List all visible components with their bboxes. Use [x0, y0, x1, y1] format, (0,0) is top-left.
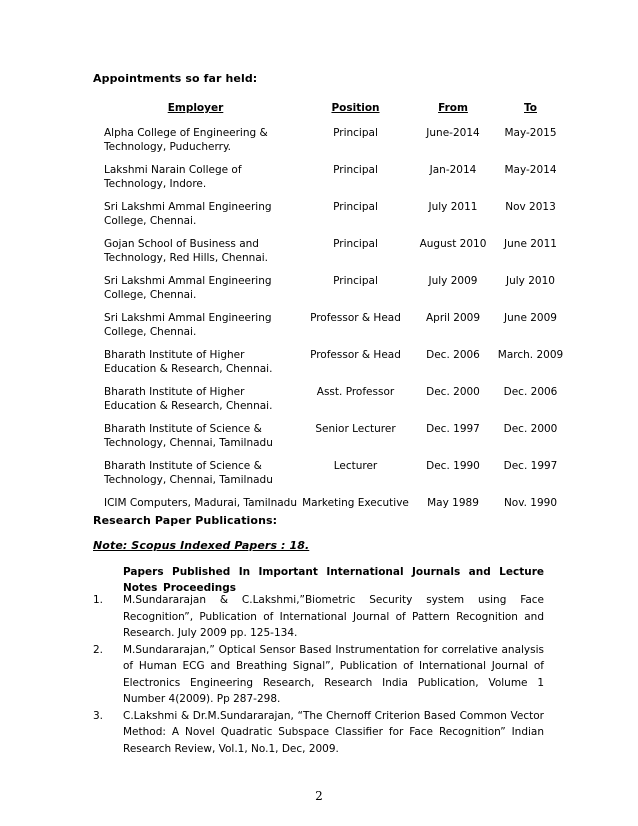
cell-employer: Sri Lakshmi Ammal Engineering College, Chennai. — [104, 201, 272, 227]
cell-position: Principal — [333, 127, 378, 139]
cell-to: June 2009 — [504, 312, 557, 324]
cell-position: Asst. Professor — [316, 386, 395, 398]
publications-list — [93, 592, 544, 757]
cell-from: Dec. 2006 — [426, 349, 480, 361]
cell-employer: ICIM Computers, Madurai, Tamilnadu — [104, 497, 298, 509]
table-row — [93, 123, 568, 160]
scopus-note: Note: Scopus Indexed Papers : 18. — [93, 539, 310, 552]
cell-position: Principal — [333, 275, 378, 287]
cell-to: June 2011 — [504, 238, 557, 250]
publication-text: M.Sundararajan & C.Lakshmi,”Biometric Security system using Face Recognition”, Publication of International Journal of Pattern Recognition and Research. July 2009 pp. 125-134. — [123, 594, 544, 639]
cell-to: May-2014 — [504, 164, 557, 176]
table-row — [93, 345, 568, 382]
cell-from: Dec. 1990 — [426, 460, 480, 472]
cell-from: May 1989 — [427, 497, 479, 509]
research-heading: Research Paper Publications: — [93, 514, 278, 527]
column-header-from: From — [438, 102, 468, 114]
cell-to: Nov. 1990 — [503, 497, 558, 509]
table-row — [93, 308, 568, 345]
column-header-employer: Employer — [167, 102, 224, 114]
cell-to: Nov 2013 — [505, 201, 556, 213]
table-row — [93, 160, 568, 197]
cell-employer: Alpha College of Engineering & Technology, Puducherry. — [104, 127, 268, 153]
cell-from: July 2011 — [428, 201, 478, 213]
publication-number: 2. — [93, 643, 104, 656]
table-row — [93, 382, 568, 419]
cell-employer: Lakshmi Narain College of Technology, Indore. — [104, 164, 242, 190]
cell-to: Dec. 1997 — [503, 460, 558, 472]
table-row — [93, 271, 568, 308]
cell-position: Principal — [333, 238, 378, 250]
cell-employer: Bharath Institute of Science & Technology, Chennai, Tamilnadu — [104, 423, 273, 449]
appointments-table — [93, 102, 568, 530]
cell-employer: Sri Lakshmi Ammal Engineering College, Chennai. — [104, 312, 272, 338]
publication-text: M.Sundararajan,” Optical Sensor Based Instrumentation for correlative analysis of Human ECG and Breathing Signal”, Publication of International Journal of Electronics Engineering Research, Research India Publication, Volume 1 Number 4(2009). Pp 287-298. — [123, 643, 544, 705]
cell-employer: Sri Lakshmi Ammal Engineering College, Chennai. — [104, 275, 272, 301]
cell-position: Lecturer — [333, 460, 378, 472]
cell-from: August 2010 — [419, 238, 487, 250]
cell-employer: Bharath Institute of Science & Technology, Chennai, Tamilnadu — [104, 460, 273, 486]
cell-to: May-2015 — [504, 127, 557, 139]
list-item — [93, 592, 544, 642]
cell-employer: Bharath Institute of Higher Education & Research, Chennai. — [104, 349, 273, 375]
cell-to: July 2010 — [506, 275, 555, 287]
table-row — [93, 197, 568, 234]
cell-to: Dec. 2000 — [503, 423, 558, 435]
cell-position: Principal — [333, 164, 378, 176]
cell-from: April 2009 — [425, 312, 481, 324]
table-header-row — [93, 102, 568, 123]
cell-from: June-2014 — [426, 127, 480, 139]
column-header-position: Position — [331, 102, 380, 114]
list-item — [93, 642, 544, 708]
cell-position: Professor & Head — [310, 349, 401, 361]
cell-employer: Gojan School of Business and Technology, Red Hills, Chennai. — [104, 238, 269, 264]
cell-to: Dec. 2006 — [503, 386, 558, 398]
cell-position: Principal — [333, 201, 378, 213]
publication-text: C.Lakshmi & Dr.M.Sundararajan, “The Chernoff Criterion Based Common Vector Method: A Novel Quadratic Subspace Classifier for Face Recognition” Indian Research Review, Vol.1, No.1, Dec, 2009. — [123, 709, 544, 755]
table-row — [93, 419, 568, 456]
publication-number: 1. — [93, 594, 104, 606]
cell-to: March. 2009 — [497, 349, 564, 361]
column-header-to: To — [524, 102, 537, 114]
cell-employer: Bharath Institute of Higher Education & Research, Chennai. — [104, 386, 273, 412]
appointments-heading: Appointments so far held: — [93, 72, 258, 85]
list-item — [93, 708, 544, 758]
cell-from: Dec. 1997 — [426, 423, 480, 435]
table-row — [93, 234, 568, 271]
page-number: 2 — [315, 789, 323, 803]
cell-from: Jan-2014 — [429, 164, 477, 176]
cell-position: Senior Lecturer — [315, 423, 396, 435]
publication-number: 3. — [93, 709, 104, 722]
publications-intro: Papers Published In Important International Journals and Lecture Notes Proceedings — [123, 566, 544, 594]
cell-position: Professor & Head — [310, 312, 401, 324]
cell-from: July 2009 — [428, 275, 478, 287]
table-row — [93, 456, 568, 493]
appointments-table-body — [93, 123, 568, 530]
cell-from: Dec. 2000 — [426, 386, 480, 398]
cell-position: Marketing Executive — [302, 497, 409, 509]
